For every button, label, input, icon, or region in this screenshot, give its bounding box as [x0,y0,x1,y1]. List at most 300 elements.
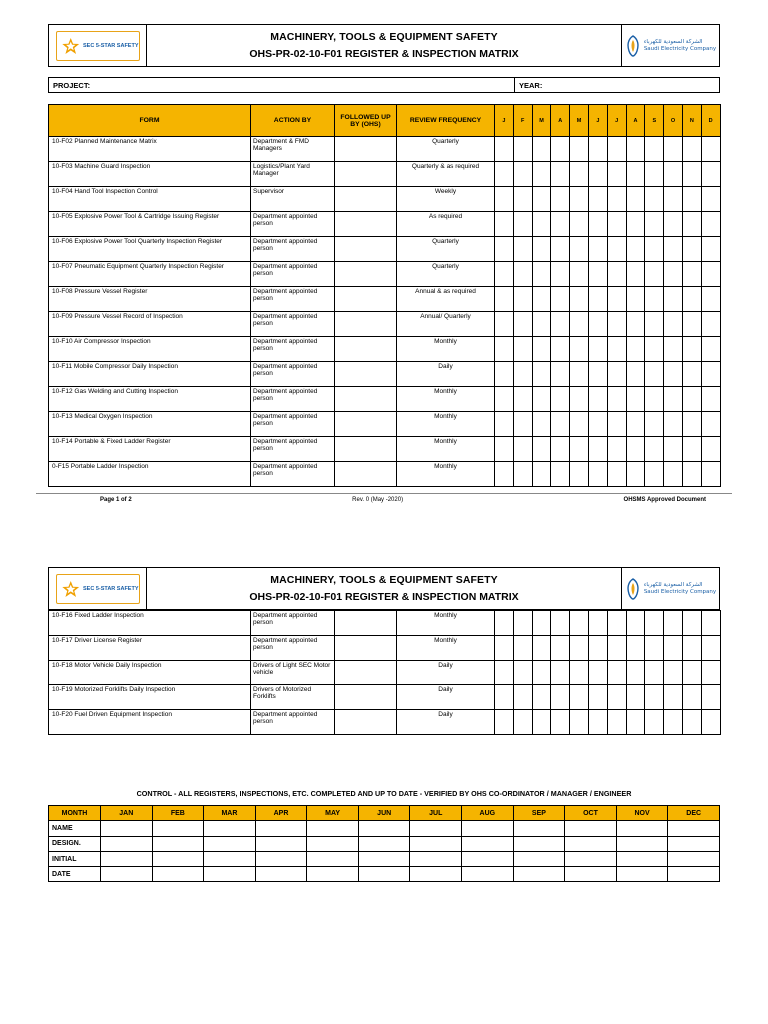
month-check-cell[interactable] [588,412,607,437]
month-check-cell[interactable] [664,287,683,312]
month-check-cell[interactable] [701,660,720,685]
control-entry-cell[interactable] [462,836,514,851]
month-check-cell[interactable] [570,362,589,387]
month-check-cell[interactable] [607,437,626,462]
month-check-cell[interactable] [588,262,607,287]
month-check-cell[interactable] [588,162,607,187]
month-check-cell[interactable] [588,660,607,685]
month-check-cell[interactable] [626,387,645,412]
month-check-cell[interactable] [664,187,683,212]
control-entry-cell[interactable] [255,821,307,836]
month-check-cell[interactable] [645,611,664,636]
month-check-cell[interactable] [664,212,683,237]
month-check-cell[interactable] [495,262,514,287]
control-entry-cell[interactable] [307,821,359,836]
month-check-cell[interactable] [645,412,664,437]
control-entry-cell[interactable] [152,851,204,866]
month-check-cell[interactable] [570,162,589,187]
followed-up-cell[interactable] [335,262,397,287]
month-check-cell[interactable] [532,312,551,337]
month-check-cell[interactable] [495,162,514,187]
month-check-cell[interactable] [682,437,701,462]
month-check-cell[interactable] [513,462,532,487]
month-check-cell[interactable] [607,362,626,387]
month-check-cell[interactable] [570,237,589,262]
month-check-cell[interactable] [626,685,645,710]
month-check-cell[interactable] [682,635,701,660]
month-check-cell[interactable] [645,337,664,362]
month-check-cell[interactable] [532,337,551,362]
month-check-cell[interactable] [645,437,664,462]
followed-up-cell[interactable] [335,362,397,387]
month-check-cell[interactable] [551,660,570,685]
month-check-cell[interactable] [701,187,720,212]
month-check-cell[interactable] [551,437,570,462]
control-entry-cell[interactable] [616,851,668,866]
month-check-cell[interactable] [551,710,570,735]
month-check-cell[interactable] [682,710,701,735]
month-check-cell[interactable] [513,362,532,387]
control-entry-cell[interactable] [255,836,307,851]
month-check-cell[interactable] [495,187,514,212]
month-check-cell[interactable] [682,137,701,162]
month-check-cell[interactable] [664,660,683,685]
month-check-cell[interactable] [664,162,683,187]
month-check-cell[interactable] [607,387,626,412]
control-entry-cell[interactable] [358,836,410,851]
month-check-cell[interactable] [570,660,589,685]
control-entry-cell[interactable] [204,836,256,851]
followed-up-cell[interactable] [335,437,397,462]
month-check-cell[interactable] [626,162,645,187]
month-check-cell[interactable] [645,362,664,387]
month-check-cell[interactable] [570,287,589,312]
month-check-cell[interactable] [607,187,626,212]
month-check-cell[interactable] [607,262,626,287]
month-check-cell[interactable] [626,437,645,462]
month-check-cell[interactable] [495,462,514,487]
month-check-cell[interactable] [513,262,532,287]
followed-up-cell[interactable] [335,287,397,312]
month-check-cell[interactable] [701,437,720,462]
month-check-cell[interactable] [551,312,570,337]
month-check-cell[interactable] [495,387,514,412]
month-check-cell[interactable] [701,362,720,387]
control-entry-cell[interactable] [668,851,720,866]
month-check-cell[interactable] [607,212,626,237]
month-check-cell[interactable] [551,362,570,387]
month-check-cell[interactable] [626,262,645,287]
month-check-cell[interactable] [607,237,626,262]
control-entry-cell[interactable] [462,867,514,882]
month-check-cell[interactable] [607,462,626,487]
month-check-cell[interactable] [626,137,645,162]
review-frequency-cell: Monthly [397,611,495,636]
month-check-cell[interactable] [532,212,551,237]
control-entry-cell[interactable] [513,867,565,882]
followed-up-cell[interactable] [335,237,397,262]
control-entry-cell[interactable] [255,851,307,866]
month-check-cell[interactable] [513,137,532,162]
control-entry-cell[interactable] [462,851,514,866]
month-check-cell[interactable] [645,187,664,212]
sec-5-star-logo [56,31,140,61]
month-check-cell[interactable] [626,611,645,636]
project-field[interactable]: PROJECT: [49,78,515,92]
control-entry-cell[interactable] [358,867,410,882]
month-check-cell[interactable] [588,287,607,312]
month-check-cell[interactable] [532,660,551,685]
month-check-cell[interactable] [588,462,607,487]
control-entry-cell[interactable] [204,821,256,836]
control-entry-cell[interactable] [152,836,204,851]
control-entry-cell[interactable] [410,867,462,882]
month-check-cell[interactable] [570,137,589,162]
month-check-cell[interactable] [588,187,607,212]
month-check-cell[interactable] [701,262,720,287]
control-entry-cell[interactable] [616,821,668,836]
month-check-cell[interactable] [551,287,570,312]
month-check-cell[interactable] [607,137,626,162]
month-check-cell[interactable] [551,212,570,237]
month-check-cell[interactable] [664,437,683,462]
month-check-cell[interactable] [513,710,532,735]
month-check-cell[interactable] [513,162,532,187]
month-check-cell[interactable] [570,710,589,735]
month-check-cell[interactable] [626,187,645,212]
month-check-cell[interactable] [495,362,514,387]
month-check-cell[interactable] [645,387,664,412]
month-check-cell[interactable] [570,412,589,437]
control-entry-cell[interactable] [668,821,720,836]
followed-up-cell[interactable] [335,187,397,212]
control-entry-cell[interactable] [513,836,565,851]
month-check-cell[interactable] [495,685,514,710]
followed-up-cell[interactable] [335,162,397,187]
month-check-cell[interactable] [664,635,683,660]
month-check-cell[interactable] [701,237,720,262]
month-check-cell[interactable] [551,462,570,487]
control-entry-cell[interactable] [565,836,617,851]
month-check-cell[interactable] [495,437,514,462]
month-check-cell[interactable] [513,660,532,685]
month-check-cell[interactable] [645,237,664,262]
control-entry-cell[interactable] [204,851,256,866]
control-entry-cell[interactable] [565,867,617,882]
control-entry-cell[interactable] [565,821,617,836]
month-check-cell[interactable] [551,387,570,412]
month-check-cell[interactable] [701,387,720,412]
month-check-cell[interactable] [495,611,514,636]
month-check-cell[interactable] [570,635,589,660]
month-check-cell[interactable] [682,660,701,685]
month-check-cell[interactable] [626,237,645,262]
month-check-cell[interactable] [495,312,514,337]
control-entry-cell[interactable] [513,821,565,836]
month-check-cell[interactable] [532,387,551,412]
month-check-cell[interactable] [701,685,720,710]
followed-up-cell[interactable] [335,710,397,735]
control-entry-cell[interactable] [152,821,204,836]
month-check-cell[interactable] [588,437,607,462]
control-entry-cell[interactable] [101,836,153,851]
month-check-cell[interactable] [495,337,514,362]
month-check-cell[interactable] [682,362,701,387]
month-check-cell[interactable] [607,611,626,636]
month-check-cell[interactable] [626,212,645,237]
month-check-cell[interactable] [626,312,645,337]
month-check-cell[interactable] [701,462,720,487]
month-check-cell[interactable] [588,137,607,162]
month-check-cell[interactable] [513,387,532,412]
month-check-cell[interactable] [495,710,514,735]
month-check-cell[interactable] [626,362,645,387]
month-check-cell[interactable] [607,312,626,337]
month-check-cell[interactable] [570,611,589,636]
month-check-cell[interactable] [682,212,701,237]
followed-up-cell[interactable] [335,660,397,685]
month-check-cell[interactable] [588,635,607,660]
month-check-cell[interactable] [645,162,664,187]
review-frequency-cell: Daily [397,660,495,685]
month-check-cell[interactable] [701,162,720,187]
month-check-cell[interactable] [682,187,701,212]
month-check-cell[interactable] [701,212,720,237]
control-entry-cell[interactable] [565,851,617,866]
month-check-cell[interactable] [588,685,607,710]
month-check-cell[interactable] [701,137,720,162]
month-check-cell[interactable] [551,635,570,660]
month-check-cell[interactable] [532,287,551,312]
month-check-cell[interactable] [645,710,664,735]
month-check-cell[interactable] [495,660,514,685]
month-check-cell[interactable] [626,710,645,735]
month-check-cell[interactable] [532,237,551,262]
month-check-cell[interactable] [570,212,589,237]
month-check-cell[interactable] [588,337,607,362]
control-entry-cell[interactable] [152,867,204,882]
month-check-cell[interactable] [664,137,683,162]
followed-up-cell[interactable] [335,137,397,162]
month-check-cell[interactable] [664,337,683,362]
month-check-cell[interactable] [701,710,720,735]
month-check-cell[interactable] [645,287,664,312]
month-check-cell[interactable] [701,611,720,636]
control-entry-cell[interactable] [204,867,256,882]
month-check-cell[interactable] [682,237,701,262]
month-check-cell[interactable] [588,611,607,636]
month-check-cell[interactable] [682,462,701,487]
month-check-cell[interactable] [570,187,589,212]
control-entry-cell[interactable] [668,867,720,882]
control-entry-cell[interactable] [358,851,410,866]
month-check-cell[interactable] [664,262,683,287]
month-check-cell[interactable] [532,187,551,212]
month-check-cell[interactable] [645,685,664,710]
month-check-cell[interactable] [664,387,683,412]
month-check-cell[interactable] [495,212,514,237]
followed-up-cell[interactable] [335,611,397,636]
month-check-cell[interactable] [664,685,683,710]
month-check-cell[interactable] [551,187,570,212]
control-entry-cell[interactable] [358,821,410,836]
control-entry-cell[interactable] [101,851,153,866]
month-check-cell[interactable] [532,162,551,187]
month-check-cell[interactable] [570,462,589,487]
month-check-cell[interactable] [664,710,683,735]
control-entry-cell[interactable] [101,821,153,836]
month-check-cell[interactable] [701,412,720,437]
month-check-cell[interactable] [551,412,570,437]
control-entry-cell[interactable] [462,821,514,836]
month-check-cell[interactable] [532,611,551,636]
month-check-cell[interactable] [495,137,514,162]
month-check-cell[interactable] [645,137,664,162]
month-check-cell[interactable] [626,635,645,660]
followed-up-cell[interactable] [335,635,397,660]
month-check-cell[interactable] [532,685,551,710]
month-check-cell[interactable] [495,635,514,660]
month-check-cell[interactable] [701,635,720,660]
month-check-cell[interactable] [513,635,532,660]
month-check-cell[interactable] [607,685,626,710]
month-check-cell[interactable] [682,412,701,437]
month-check-cell[interactable] [664,237,683,262]
control-entry-cell[interactable] [616,867,668,882]
month-check-cell[interactable] [701,312,720,337]
control-entry-cell[interactable] [616,836,668,851]
month-check-cell[interactable] [682,685,701,710]
month-check-cell[interactable] [607,162,626,187]
month-check-cell[interactable] [588,237,607,262]
month-check-cell[interactable] [513,312,532,337]
control-entry-cell[interactable] [513,851,565,866]
month-check-cell[interactable] [645,212,664,237]
month-check-cell[interactable] [532,635,551,660]
month-check-cell[interactable] [570,262,589,287]
month-check-cell[interactable] [570,437,589,462]
month-check-cell[interactable] [701,287,720,312]
month-check-cell[interactable] [664,312,683,337]
month-check-cell[interactable] [664,362,683,387]
month-check-cell[interactable] [513,412,532,437]
month-check-cell[interactable] [626,412,645,437]
month-check-cell[interactable] [551,162,570,187]
month-check-cell[interactable] [570,387,589,412]
month-check-cell[interactable] [682,262,701,287]
followed-up-cell[interactable] [335,685,397,710]
month-check-cell[interactable] [664,611,683,636]
followed-up-cell[interactable] [335,312,397,337]
month-check-cell[interactable] [645,312,664,337]
followed-up-cell[interactable] [335,212,397,237]
followed-up-cell[interactable] [335,387,397,412]
month-check-cell[interactable] [682,312,701,337]
month-check-cell[interactable] [532,412,551,437]
month-check-cell[interactable] [570,337,589,362]
month-check-cell[interactable] [607,710,626,735]
month-check-cell[interactable] [532,462,551,487]
month-check-cell[interactable] [570,312,589,337]
month-check-cell[interactable] [513,287,532,312]
month-check-cell[interactable] [682,387,701,412]
month-check-cell[interactable] [607,412,626,437]
month-check-cell[interactable] [607,287,626,312]
control-entry-cell[interactable] [410,851,462,866]
month-check-cell[interactable] [682,611,701,636]
control-entry-cell[interactable] [307,867,359,882]
month-check-cell[interactable] [645,660,664,685]
month-check-cell[interactable] [551,611,570,636]
month-check-cell[interactable] [607,660,626,685]
month-check-cell[interactable] [551,237,570,262]
month-check-cell[interactable] [495,287,514,312]
month-check-cell[interactable] [513,237,532,262]
month-check-cell[interactable] [626,287,645,312]
month-check-cell[interactable] [664,412,683,437]
month-check-cell[interactable] [701,337,720,362]
month-check-cell[interactable] [551,137,570,162]
control-entry-cell[interactable] [410,836,462,851]
control-entry-cell[interactable] [410,821,462,836]
month-check-cell[interactable] [588,312,607,337]
month-check-cell[interactable] [551,337,570,362]
month-check-cell[interactable] [645,262,664,287]
followed-up-cell[interactable] [335,462,397,487]
followed-up-cell[interactable] [335,337,397,362]
month-check-cell[interactable] [682,162,701,187]
control-entry-cell[interactable] [307,851,359,866]
month-check-cell[interactable] [551,262,570,287]
month-check-cell[interactable] [588,362,607,387]
month-check-cell[interactable] [532,710,551,735]
month-check-cell[interactable] [588,387,607,412]
month-check-cell[interactable] [513,685,532,710]
control-entry-cell[interactable] [668,836,720,851]
month-check-cell[interactable] [626,660,645,685]
month-check-cell[interactable] [532,437,551,462]
month-check-cell[interactable] [645,635,664,660]
year-field[interactable]: YEAR: [519,81,543,90]
month-check-cell[interactable] [513,611,532,636]
month-check-cell[interactable] [607,337,626,362]
month-check-cell[interactable] [532,362,551,387]
control-entry-cell[interactable] [101,867,153,882]
followed-up-cell[interactable] [335,412,397,437]
month-check-cell[interactable] [513,337,532,362]
month-check-cell[interactable] [495,237,514,262]
month-check-cell[interactable] [532,137,551,162]
month-check-cell[interactable] [626,462,645,487]
month-check-cell[interactable] [645,462,664,487]
month-check-cell[interactable] [682,337,701,362]
month-check-cell[interactable] [570,685,589,710]
month-check-cell[interactable] [513,212,532,237]
month-check-cell[interactable] [532,262,551,287]
month-check-cell[interactable] [664,462,683,487]
month-check-cell[interactable] [588,710,607,735]
month-check-cell[interactable] [588,212,607,237]
month-check-cell[interactable] [682,287,701,312]
month-check-cell[interactable] [626,337,645,362]
month-check-cell[interactable] [513,187,532,212]
control-entry-cell[interactable] [255,867,307,882]
month-check-cell[interactable] [551,685,570,710]
month-check-cell[interactable] [495,412,514,437]
month-check-cell[interactable] [513,437,532,462]
control-entry-cell[interactable] [307,836,359,851]
month-check-cell[interactable] [607,635,626,660]
